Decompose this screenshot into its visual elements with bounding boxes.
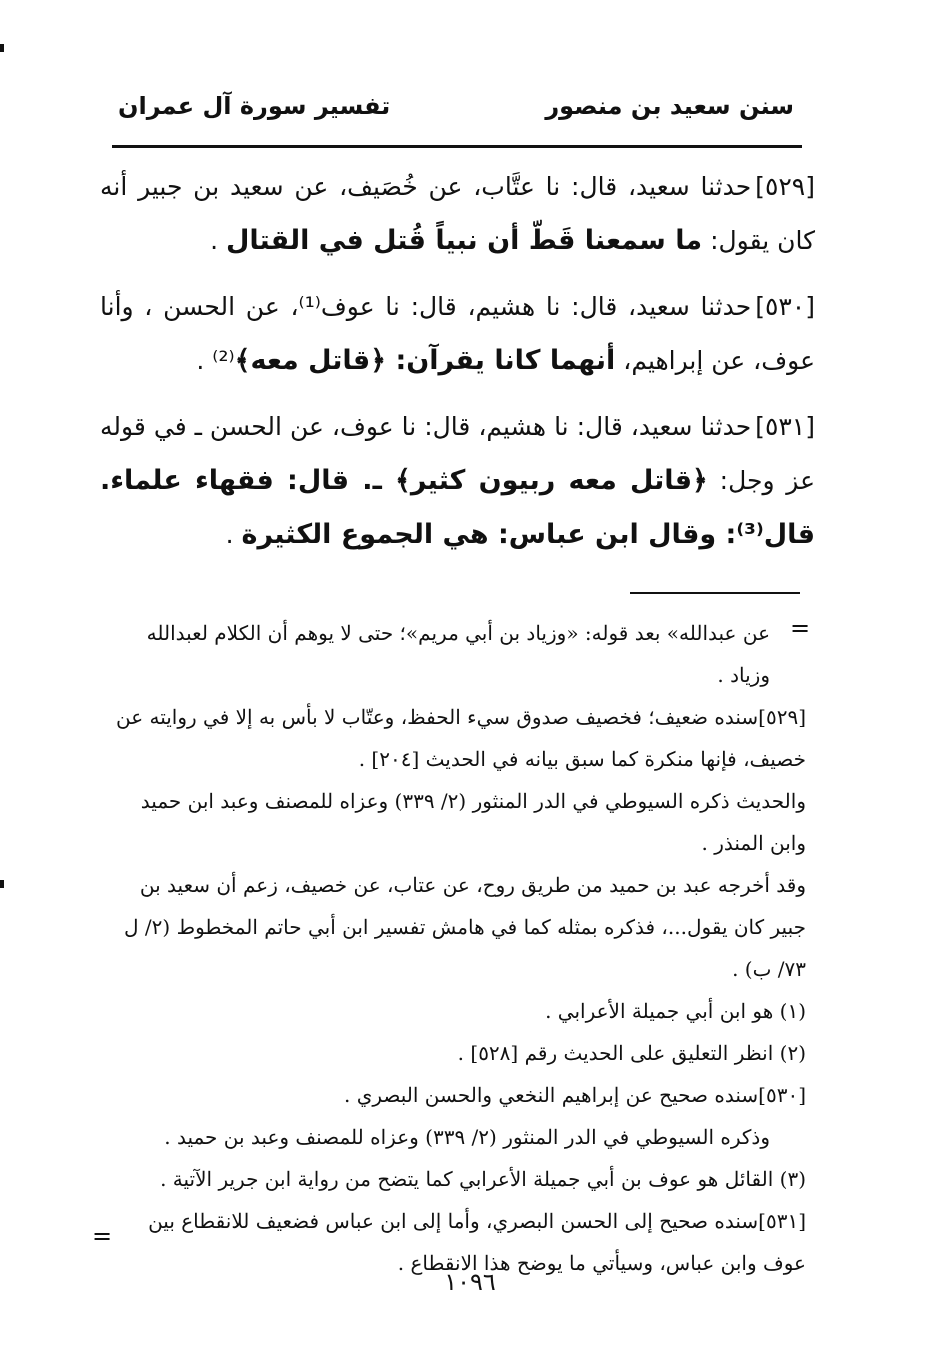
footnote: (٣) القائل هو عوف بن أبي جميلة الأعرابي كما يتضح من رواية ابن جرير الآتية . [160,1167,806,1191]
footnote-separator [630,592,800,594]
scan-mark [0,880,4,888]
hadith-529 [100,160,815,268]
section-title: تفسير سورة آل عمران [118,92,391,120]
book-title: سنن سعيد بن منصور [545,92,794,120]
hadith-end: ⁽²⁾ . [196,346,235,375]
hadith-bold-text: ﴿قاتل معه ربيون كثير﴾ ـ. قال: فقهاء علماء. قال⁽³⁾: وقال ابن عباس: هي الجموع الكثيرة [100,465,815,550]
hadith-number: [٥٣٠] [755,292,816,321]
footnote: والحديث ذكره السيوطي في الدر المنثور (٢/ ٣٣٩) وعزاه للمصنف وعبد ابن حميد وابن المنذر . [140,789,806,855]
footnote: عن عبدالله» بعد قوله: «وزياد بن أبي مريم»؛ حتى لا يوهم أن الكلام لعبدالله وزياد . [146,621,770,687]
continuation-mark: = [790,614,811,642]
footnote: (٢) انظر التعليق على الحديث رقم [٥٢٨] . [457,1041,806,1065]
hadith-number: [٥٣١] [755,412,815,441]
footnote: وذكره السيوطي في الدر المنثور (٢/ ٣٣٩) وعزاه للمصنف وعبد بن حميد . [164,1125,770,1149]
running-header [112,92,794,132]
footnote: [٥٣٠]سنده صحيح عن إبراهيم النخعي والحسن البصري . [344,1083,806,1107]
hadith-text: حدثنا سعيد، قال: نا عتَّاب، عن خُصَيف، عن سعيد بن جبير أنه كان يقول: [100,172,815,255]
footnote: وقد أخرجه عبد بن حميد من طريق روح، عن عتاب، عن خصيف، زعم أن سعيد بن جبير كان يقول...، فذكره بمثله كما في هامش تفسير ابن أبي حاتم المخطوط (٢/ ل ٧٣/ ب) . [124,873,806,981]
hadith-bold-text: ما سمعنا قَطّ أن نبياً قُتل في القتال [225,225,703,256]
hadith-530 [100,280,815,388]
hadith-531 [100,400,815,562]
hadith-bold-text: أنهما كانا يقرآن: ﴿قاتل معه﴾ [234,345,616,376]
scan-mark [0,44,4,52]
hadith-end: . [225,520,242,549]
hadith-text: حدثنا سعيد، قال: نا هشيم، قال: نا عوف، عن الحسن ـ في قوله عز وجل: [100,412,816,495]
main-text [100,160,815,562]
hadith-text: حدثنا سعيد، قال: نا هشيم، قال: نا عوف⁽¹⁾، عن الحسن ، وأنا عوف، عن إبراهيم، [100,292,815,375]
hadith-number: [٥٢٩] [755,172,815,201]
footnote: (١) هو ابن أبي جميلة الأعرابي . [545,999,806,1023]
footnote: [٥٢٩]سنده ضعيف؛ فخصيف صدوق سيء الحفظ، وعتّاب لا بأس به إلا في روايته عن خصيف، فإنها منكرة كما سبق بيانه في الحديث [٢٠٤] . [115,705,806,771]
footnote: [٥٣١]سنده صحيح إلى الحسن البصري، وأما إلى ابن عباس فضعيف للانقطاع بين عوف وابن عباس، وسيأتي ما يوضح هذا الانقطاع . [148,1209,806,1275]
page-number: ١٠٩٦ [444,1268,496,1296]
footnotes [112,612,812,1284]
hadith-end: . [210,226,226,255]
header-rule [112,145,802,148]
continuation-mark: = [92,1222,113,1250]
